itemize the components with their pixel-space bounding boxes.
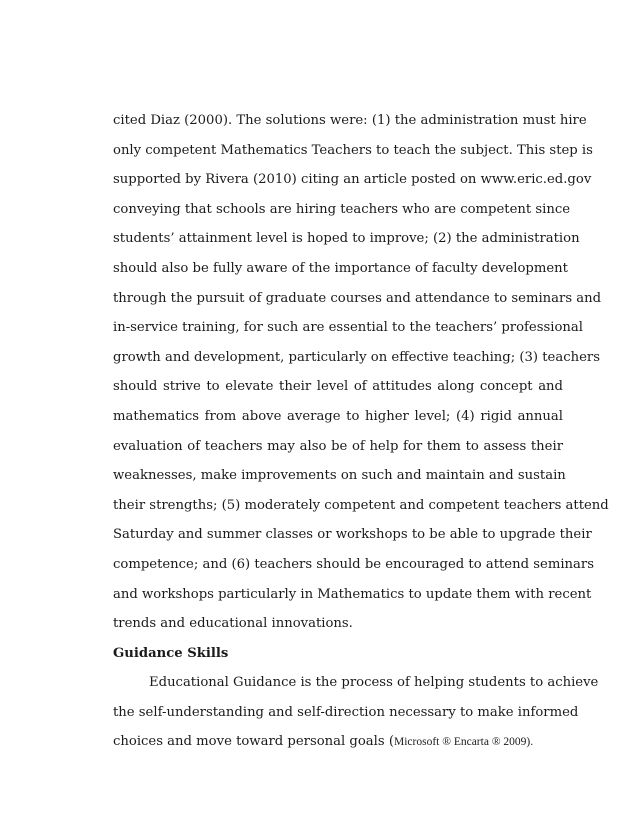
paragraph-line: Saturday and summer classes or workshops to be able to upgrade their — [113, 527, 592, 543]
paragraph-last-line-text: choices and move toward personal goals ( — [113, 734, 394, 750]
paragraph-line: and workshops particularly in Mathematics to update them with recent — [113, 586, 592, 602]
paragraph-line: Educational Guidance is the process of helping students to achieve — [149, 675, 599, 691]
paragraph-line: through the pursuit of graduate courses and attendance to seminars and — [113, 290, 602, 306]
paragraph-line: the self-understanding and self-direction necessary to make informed — [113, 704, 579, 720]
paragraph-line: competence; and (6) teachers should be encouraged to attend seminars — [113, 556, 594, 572]
paragraph-line: evaluation of teachers may also be of help for them to assess their — [113, 438, 563, 454]
paragraph-line: in-service training, for such are essential to the teachers’ professional — [113, 320, 584, 336]
paragraph-line: students’ attainment level is hoped to improve; (2) the administration — [113, 231, 580, 247]
paragraph-line: mathematics from above average to higher level; (4) rigid annual — [113, 408, 563, 424]
paragraph-line: growth and development, particularly on effective teaching; (3) teachers — [113, 349, 600, 365]
paragraph-line: conveying that schools are hiring teachers who are competent since — [113, 201, 571, 217]
paragraph-line: cited Diaz (2000). The solutions were: (1) the administration must hire — [113, 113, 587, 128]
paragraph-line: should strive to elevate their level of attitudes along concept and — [113, 379, 563, 395]
paragraph-line: weaknesses, make improvements on such and maintain and sustain — [113, 468, 566, 484]
paragraph-line: only competent Mathematics Teachers to teach the subject. This step is — [113, 142, 593, 158]
paragraph-line: their strengths; (5) moderately competent and competent teachers attend — [113, 497, 609, 513]
citation: Microsoft ® Encarta ® 2009). — [393, 736, 534, 749]
paragraph-line: trends and educational innovations. — [113, 616, 353, 632]
section-heading: Guidance Skills — [113, 645, 229, 661]
paragraph-line: supported by Rivera (2010) citing an article posted on www.eric.ed.gov — [113, 172, 592, 188]
paragraph-last-line — [113, 732, 563, 762]
body-text — [113, 111, 609, 762]
paragraph-line: should also be fully aware of the importance of faculty development — [113, 260, 568, 276]
